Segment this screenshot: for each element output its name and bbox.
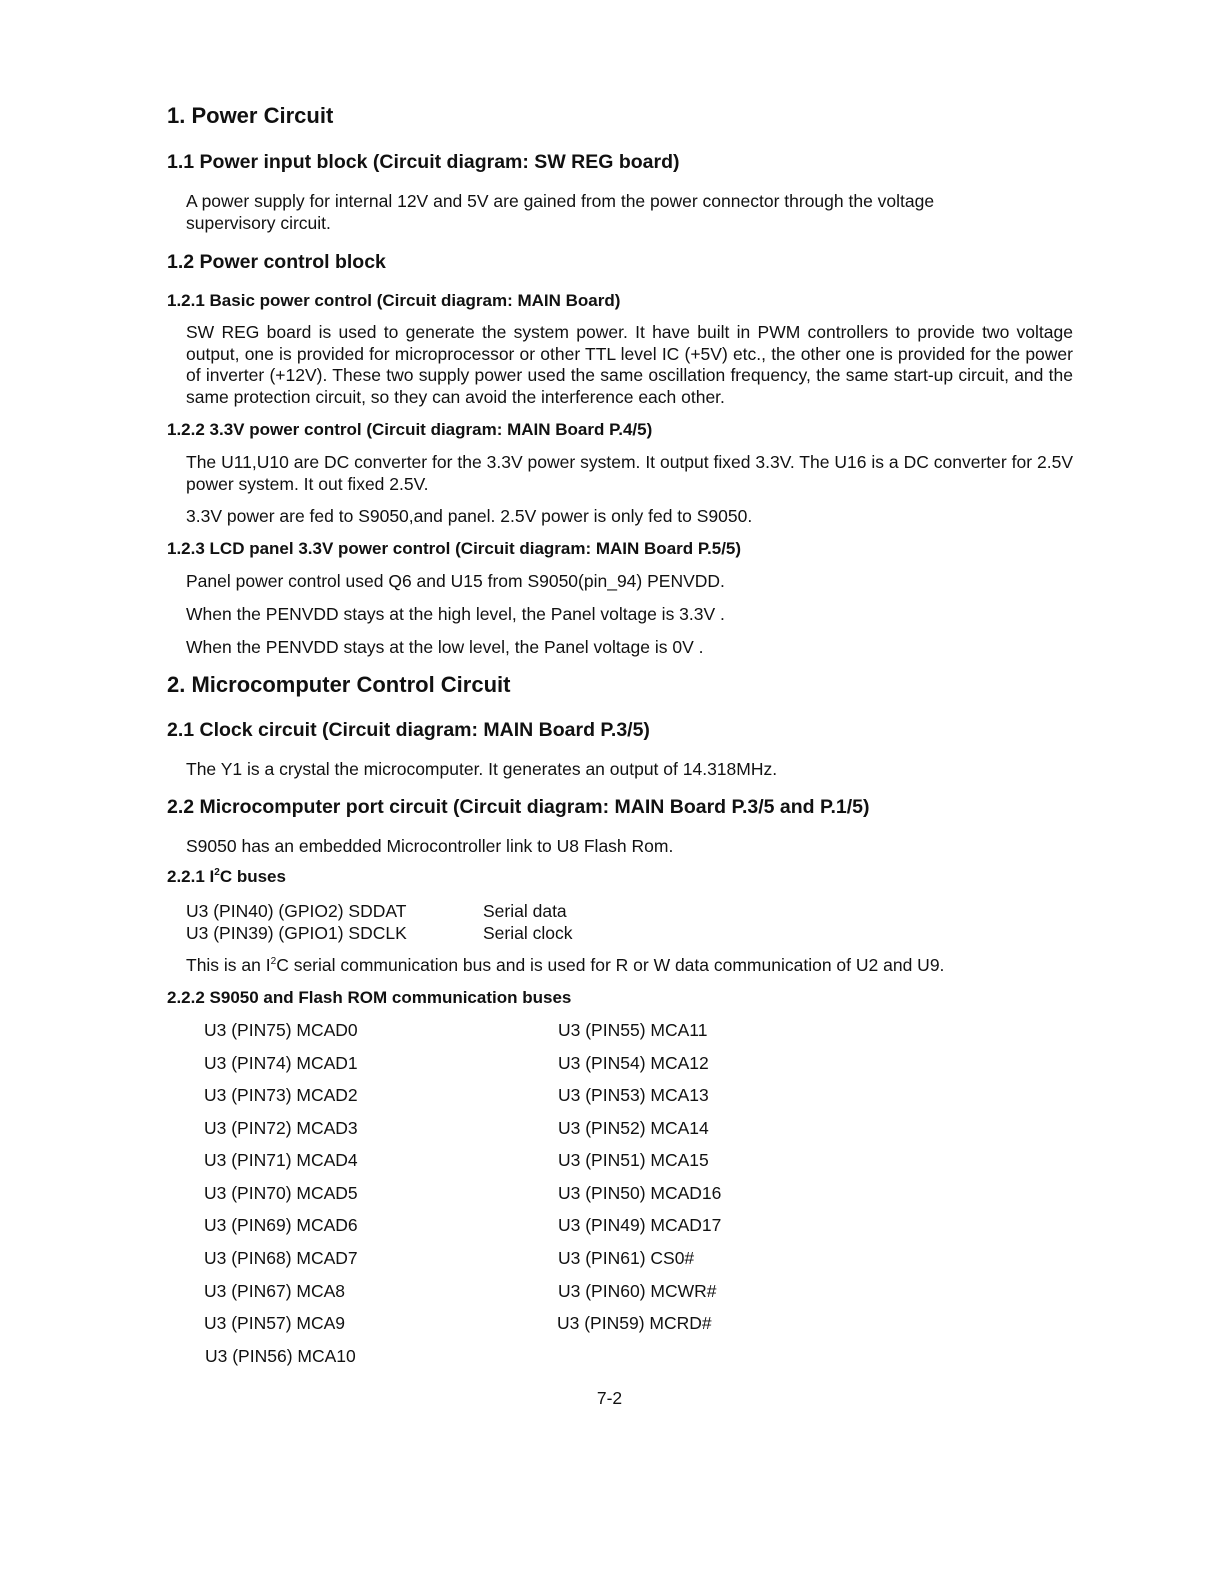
list-item: U3 (PIN71) MCAD4 — [204, 1150, 358, 1170]
list-item: U3 (PIN57) MCA9 — [204, 1313, 346, 1333]
list-item: U3 (PIN51) MCA15 — [558, 1150, 709, 1170]
paragraph: Panel power control used Q6 and U15 from S9050(pin_94) PENVDD. — [186, 571, 725, 591]
list-item: U3 (PIN54) MCA12 — [558, 1053, 709, 1073]
paragraph: When the PENVDD stays at the high level, the Panel voltage is 3.3V . — [186, 604, 725, 624]
list-item: U3 (PIN52) MCA14 — [558, 1118, 709, 1138]
subsubsection-title: 2.2.1 $I^2C$ buses — [167, 867, 286, 886]
list-item: U3 (PIN74) MCAD1 — [204, 1053, 358, 1073]
paragraph: 3.3V power are fed to S9050,and panel. 2.5V power is only fed to S9050. — [186, 506, 753, 526]
page-number: 7-2 — [596, 1388, 623, 1408]
paragraph-line: A power supply for internal 12V and 5V are gained from the power connector through the voltage — [186, 191, 935, 211]
paragraph: The Y1 is a crystal the microcomputer. It generates an output of 14.318MHz. — [186, 759, 778, 779]
section-title: 2. Microcomputer Control Circuit — [167, 672, 511, 697]
list-item: U3 (PIN56) MCA10 — [205, 1346, 356, 1366]
list-item: U3 (PIN69) MCAD6 — [204, 1215, 358, 1235]
paragraph: The U11,U10 are DC converter for the 3.3V power system. It output fixed 3.3V. The U16 is a DC converter for 2.5V power system. It out fixed 2.5V. — [186, 452, 1073, 494]
list-item: U3 (PIN59) MCRD# — [557, 1313, 712, 1333]
paragraph — [186, 191, 934, 234]
subsubsection-title: 1.2.1 Basic power control (Circuit diagram: MAIN Board) — [167, 291, 621, 310]
list-item: U3 (PIN70) MCAD5 — [204, 1183, 358, 1203]
list-item: U3 (PIN53) MCA13 — [558, 1085, 709, 1105]
paragraph: SW REG board is used to generate the system power. It have built in PWM controllers to provide two voltage output, one is provided for microprocessor or other TTL level IC (+5V) etc., the other one is provided for the power of inverter (+12V). These two supply power used the same oscillation frequency, the same start-up circuit, and the same protection circuit, so they can avoid the interference each other. — [186, 322, 1073, 407]
paragraph: S9050 has an embedded Microcontroller link to U8 Flash Rom. — [186, 836, 674, 856]
list-item: U3 (PIN60) MCWR# — [558, 1281, 717, 1301]
subsubsection-title: 1.2.3 LCD panel 3.3V power control (Circuit diagram: MAIN Board P.5/5) — [167, 539, 742, 558]
list-item: U3 (PIN75) MCAD0 — [204, 1020, 358, 1040]
list-item: U3 (PIN67) MCA8 — [204, 1281, 346, 1301]
paragraph: When the PENVDD stays at the low level, the Panel voltage is 0V . — [186, 637, 704, 657]
section-title: 1. Power Circuit — [167, 103, 334, 128]
i2c-table — [186, 901, 686, 944]
list-item: U3 (PIN49) MCAD17 — [558, 1215, 722, 1235]
paragraph: This is an $I^2C$ serial communication bus and is used for R or W data communication of U2 and U9. — [186, 955, 945, 975]
subsection-title: 2.2 Microcomputer port circuit (Circuit diagram: MAIN Board P.3/5 and P.1/5) — [167, 796, 870, 818]
subsubsection-title: 1.2.2 3.3V power control (Circuit diagram: MAIN Board P.4/5) — [167, 420, 653, 439]
subsection-title: 1.2 Power control block — [167, 251, 386, 273]
table-row: U3 (PIN40) (GPIO2) SDDAT Serial data — [186, 901, 567, 921]
list-item: U3 (PIN68) MCAD7 — [204, 1248, 358, 1268]
list-item: U3 (PIN55) MCA11 — [558, 1020, 708, 1040]
list-item: U3 (PIN50) MCAD16 — [558, 1183, 722, 1203]
list-item: U3 (PIN73) MCAD2 — [204, 1085, 358, 1105]
table-row: U3 (PIN39) (GPIO1) SDCLK Serial clock — [186, 922, 573, 943]
subsection-title: 1.1 Power input block (Circuit diagram: SW REG board) — [167, 151, 680, 173]
paragraph-line: supervisory circuit. — [186, 212, 331, 233]
subsection-title: 2.1 Clock circuit (Circuit diagram: MAIN Board P.3/5) — [167, 719, 650, 741]
subsubsection-title: 2.2.2 S9050 and Flash ROM communication buses — [167, 988, 572, 1007]
list-item: U3 (PIN61) CS0# — [558, 1248, 695, 1268]
list-item: U3 (PIN72) MCAD3 — [204, 1118, 358, 1138]
